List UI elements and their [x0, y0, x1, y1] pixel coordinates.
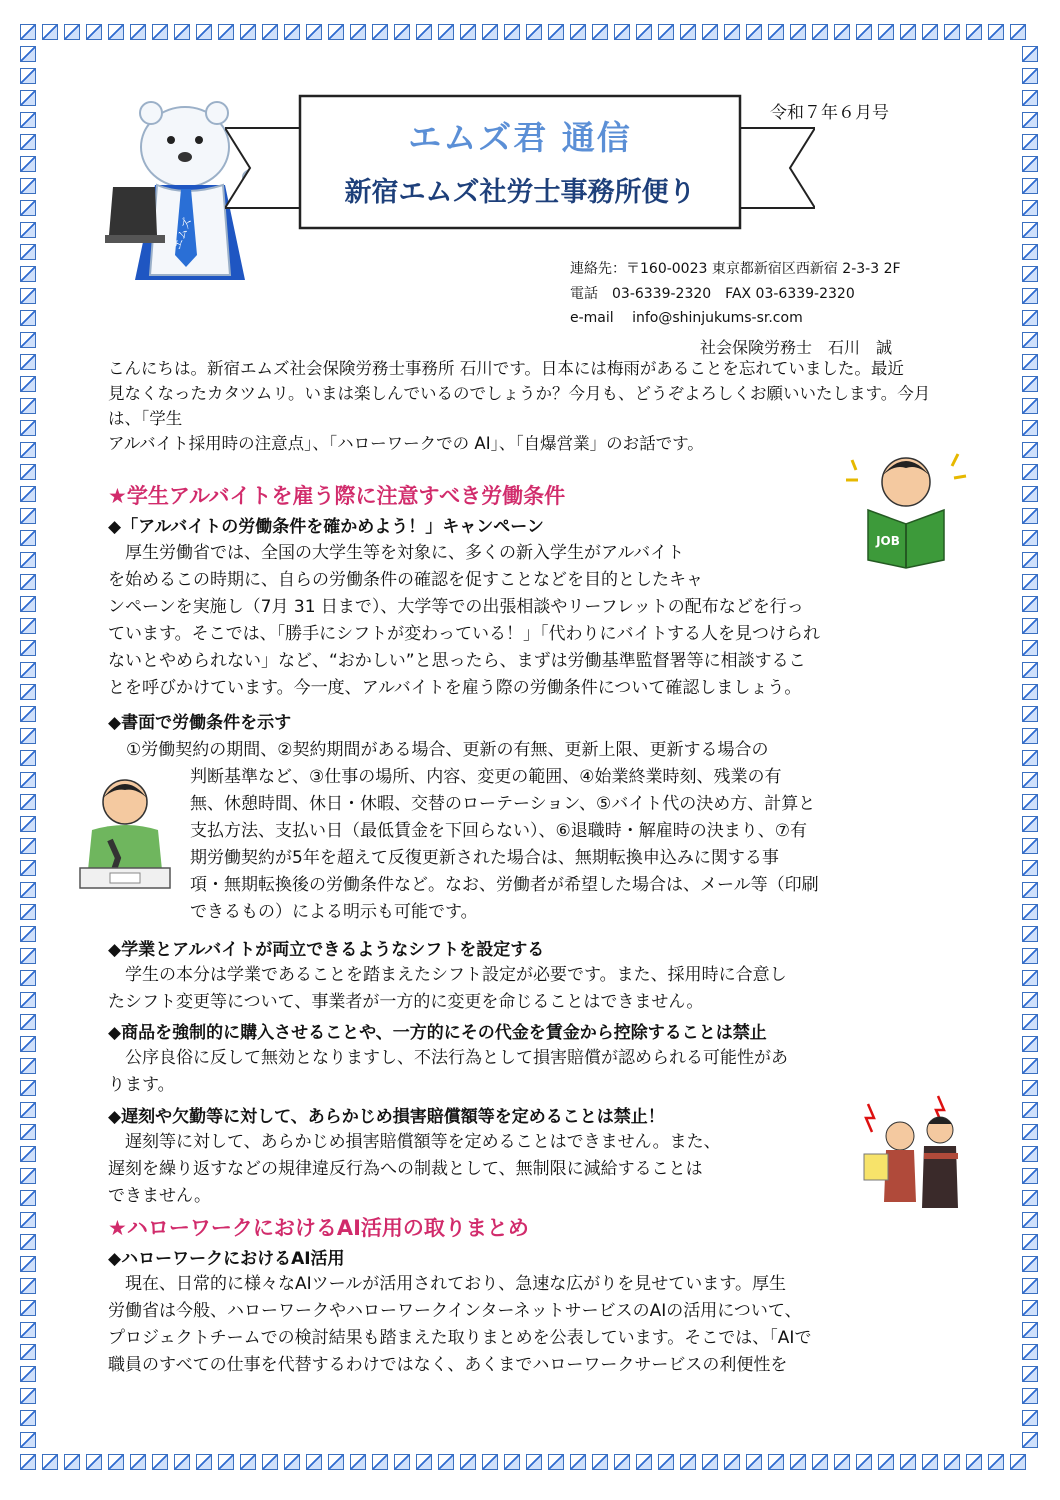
border-tile: [20, 904, 36, 920]
border-tile: [636, 24, 652, 40]
border-tile: [130, 1454, 146, 1470]
border-tile: [20, 310, 36, 326]
border-tile: [1022, 816, 1038, 832]
border-tile: [1022, 640, 1038, 656]
intro-paragraph: [108, 356, 938, 456]
border-tile: [196, 24, 212, 40]
border-tile: [482, 24, 498, 40]
border-tile: [1022, 552, 1038, 568]
border-tile: [20, 134, 36, 150]
author-signature: 社会保険労務士 石川 誠: [700, 338, 893, 357]
border-tile: [636, 1454, 652, 1470]
border-tile: [966, 1454, 982, 1470]
border-tile: [130, 24, 146, 40]
border-tile: [196, 1454, 212, 1470]
border-tile: [350, 1454, 366, 1470]
border-tile: [548, 1454, 564, 1470]
border-tile: [20, 442, 36, 458]
text-line: ①労働契約の期間、②契約期間がある場合、更新の有無、更新上限、更新する場合の: [126, 740, 769, 760]
border-tile: [20, 882, 36, 898]
border-tile: [1022, 486, 1038, 502]
text-line: 遅刻等に対して、あらかじめ損害賠償額等を定めることはできません。また、: [108, 1132, 721, 1152]
border-tile: [1022, 970, 1038, 986]
title-banner: [225, 88, 815, 238]
text-line: できるもの）による明示も可能です。: [190, 902, 478, 922]
border-tile: [812, 24, 828, 40]
border-tile: [944, 1454, 960, 1470]
border-tile: [20, 244, 36, 260]
page-border-left: [20, 46, 36, 1448]
border-tile: [592, 24, 608, 40]
border-tile: [218, 24, 234, 40]
border-tile: [570, 1454, 586, 1470]
text-line: 厚生労働省では、全国の大学生等を対象に、多くの新入学生がアルバイト: [108, 543, 685, 563]
text-line: 無、休憩時間、休日・休暇、交替のローテーション、⑤バイト代の決め方、計算と: [190, 794, 816, 814]
border-tile: [1022, 728, 1038, 744]
border-tile: [570, 24, 586, 40]
page-border-bottom: [20, 1454, 1026, 1470]
border-tile: [20, 530, 36, 546]
border-tile: [1022, 1234, 1038, 1250]
border-tile: [1022, 1168, 1038, 1184]
border-tile: [20, 706, 36, 722]
border-tile: [20, 90, 36, 106]
border-tile: [922, 1454, 938, 1470]
border-tile: [1022, 134, 1038, 150]
border-tile: [1022, 860, 1038, 876]
border-tile: [1022, 1102, 1038, 1118]
border-tile: [240, 1454, 256, 1470]
border-tile: [64, 1454, 80, 1470]
border-tile: [262, 1454, 278, 1470]
border-tile: [1022, 882, 1038, 898]
border-tile: [1022, 596, 1038, 612]
border-tile: [1022, 464, 1038, 480]
border-tile: [20, 1168, 36, 1184]
text-line: 期労働契約が5年を超えて反復更新された場合は、無期転換申込みに関する事: [190, 848, 779, 868]
border-tile: [1022, 530, 1038, 546]
border-tile: [1022, 706, 1038, 722]
border-tile: [966, 24, 982, 40]
border-tile: [1022, 1432, 1038, 1448]
text-line: ンペーンを実施し（7月 31 日まで）、大学等での出張相談やリーフレットの配布などを行っ: [108, 597, 804, 617]
text-line: ないとやめられない」など、“おかしい”と思ったら、まずは労働基準監督署等に相談するこ: [108, 651, 806, 671]
thinking-man-illustration: [70, 770, 180, 895]
border-tile: [108, 1454, 124, 1470]
border-tile: [922, 24, 938, 40]
border-tile: [20, 618, 36, 634]
border-tile: [20, 1388, 36, 1404]
text-line: できません。: [108, 1186, 212, 1206]
border-tile: [1022, 442, 1038, 458]
text-line: 職員のすべての仕事を代替するわけではなく、あくまでハローワークサービスの利便性を: [108, 1355, 788, 1375]
border-tile: [20, 816, 36, 832]
border-tile: [372, 24, 388, 40]
page-border-top: [20, 24, 1026, 40]
text-line: 判断基準など、③仕事の場所、内容、変更の範囲、④始業終業時刻、残業の有: [190, 767, 782, 787]
border-tile: [20, 750, 36, 766]
border-tile: [1022, 398, 1038, 414]
border-tile: [20, 1058, 36, 1074]
border-tile: [1022, 1366, 1038, 1382]
border-tile: [768, 1454, 784, 1470]
border-tile: [20, 640, 36, 656]
border-tile: [86, 1454, 102, 1470]
border-tile: [20, 178, 36, 194]
border-tile: [592, 1454, 608, 1470]
border-tile: [768, 24, 784, 40]
border-tile: [20, 772, 36, 788]
border-tile: [20, 1080, 36, 1096]
border-tile: [20, 1036, 36, 1052]
border-tile: [20, 552, 36, 568]
border-tile: [504, 1454, 520, 1470]
border-tile: [680, 1454, 696, 1470]
border-tile: [856, 1454, 872, 1470]
border-tile: [20, 948, 36, 964]
paragraph-campaign: [108, 540, 928, 702]
text-line: ています。そこでは、「勝手にシフトが変わっている！」「代わりにバイトする人を見つけられ: [108, 624, 820, 644]
border-tile: [152, 1454, 168, 1470]
border-tile: [416, 1454, 432, 1470]
text-line: プロジェクトチームでの検討結果も踏まえた取りまとめを公表しています。そこでは、「AIで: [108, 1328, 812, 1348]
border-tile: [460, 24, 476, 40]
border-tile: [1022, 1410, 1038, 1426]
border-tile: [746, 24, 762, 40]
border-tile: [328, 24, 344, 40]
border-tile: [20, 1322, 36, 1338]
border-tile: [1022, 222, 1038, 238]
border-tile: [1022, 156, 1038, 172]
border-tile: [20, 860, 36, 876]
border-tile: [20, 1014, 36, 1030]
border-tile: [1022, 420, 1038, 436]
border-tile: [20, 684, 36, 700]
border-tile: [394, 1454, 410, 1470]
border-tile: [42, 1454, 58, 1470]
text-line: 現在、日常的に様々なAIツールが活用されており、急速な広がりを見せています。厚生: [108, 1274, 786, 1294]
border-tile: [20, 838, 36, 854]
border-tile: [1022, 68, 1038, 84]
border-tile: [526, 24, 542, 40]
border-tile: [1022, 200, 1038, 216]
border-tile: [1022, 926, 1038, 942]
border-tile: [1022, 838, 1038, 854]
border-tile: [20, 1366, 36, 1382]
border-tile: [20, 1212, 36, 1228]
border-tile: [372, 1454, 388, 1470]
border-tile: [900, 24, 916, 40]
border-tile: [20, 332, 36, 348]
page-border-right: [1022, 46, 1038, 1448]
border-tile: [20, 728, 36, 744]
border-tile: [1022, 618, 1038, 634]
border-tile: [1022, 1014, 1038, 1030]
border-tile: [900, 1454, 916, 1470]
border-tile: [20, 24, 36, 40]
border-tile: [20, 574, 36, 590]
border-tile: [20, 200, 36, 216]
border-tile: [20, 1432, 36, 1448]
border-tile: [1022, 508, 1038, 524]
border-tile: [20, 1124, 36, 1140]
border-tile: [20, 1102, 36, 1118]
border-tile: [20, 508, 36, 524]
border-tile: [988, 24, 1004, 40]
paragraph-shift-setting: [108, 962, 938, 1016]
border-tile: [1022, 1212, 1038, 1228]
section-title-hellowork-ai: ★ハローワークにおけるAI活用の取りまとめ: [108, 1216, 529, 1240]
border-tile: [1022, 112, 1038, 128]
text-line: 支払方法、支払い日（最低賃金を下回らない）、⑥退職時・解雇時の決まり、⑦有: [190, 821, 807, 841]
border-tile: [790, 1454, 806, 1470]
border-tile: [944, 24, 960, 40]
border-tile: [20, 1256, 36, 1272]
intro-line: アルバイト採用時の注意点」、「ハローワークでの AI」、「自爆営業」のお話です。: [108, 434, 704, 453]
border-tile: [20, 1410, 36, 1426]
border-tile: [1022, 1344, 1038, 1360]
issue-date: 令和７年６月号: [770, 103, 889, 123]
border-tile: [218, 1454, 234, 1470]
border-tile: [306, 24, 322, 40]
border-tile: [1022, 662, 1038, 678]
border-tile: [1022, 794, 1038, 810]
border-tile: [724, 24, 740, 40]
border-tile: [1022, 310, 1038, 326]
border-tile: [20, 266, 36, 282]
border-tile: [680, 24, 696, 40]
border-tile: [20, 1454, 36, 1470]
border-tile: [1022, 46, 1038, 62]
border-tile: [1022, 90, 1038, 106]
border-tile: [878, 24, 894, 40]
mascot-tie-text: エムズ: [170, 216, 195, 252]
subheading-campaign: ◆「アルバイトの労働条件を確かめよう！」キャンペーン: [108, 517, 544, 537]
border-tile: [1022, 684, 1038, 700]
border-tile: [482, 1454, 498, 1470]
border-tile: [1022, 1388, 1038, 1404]
border-tile: [42, 24, 58, 40]
border-tile: [20, 46, 36, 62]
border-tile: [1022, 376, 1038, 392]
border-tile: [1022, 1080, 1038, 1096]
border-tile: [1022, 904, 1038, 920]
border-tile: [1022, 354, 1038, 370]
border-tile: [1022, 772, 1038, 788]
border-tile: [20, 222, 36, 238]
border-tile: [702, 24, 718, 40]
border-tile: [1010, 24, 1026, 40]
border-tile: [350, 24, 366, 40]
border-tile: [20, 376, 36, 392]
border-tile: [834, 1454, 850, 1470]
border-tile: [878, 1454, 894, 1470]
subheading-shift-setting: ◆学業とアルバイトが両立できるようなシフトを設定する: [108, 940, 545, 960]
border-tile: [1022, 1256, 1038, 1272]
border-tile: [856, 24, 872, 40]
border-tile: [1022, 1146, 1038, 1162]
newsletter-title: エムズ君 通信: [408, 118, 632, 157]
border-tile: [20, 662, 36, 678]
border-tile: [20, 794, 36, 810]
border-tile: [1022, 244, 1038, 260]
border-tile: [1010, 1454, 1026, 1470]
border-tile: [548, 24, 564, 40]
border-tile: [1022, 750, 1038, 766]
border-tile: [1022, 332, 1038, 348]
section-title-student-parttime: ★学生アルバイトを雇う際に注意すべき労働条件: [108, 484, 566, 508]
border-tile: [20, 926, 36, 942]
border-tile: [1022, 1124, 1038, 1140]
paragraph-written-conditions-first: [126, 737, 926, 764]
text-line: 遅刻を繰り返すなどの規律違反行為への制裁として、無制限に減給することは: [108, 1159, 703, 1179]
text-line: 項・無期転換後の労働条件など。なお、労働者が希望した場合は、メール等（印刷: [190, 875, 819, 895]
border-tile: [328, 1454, 344, 1470]
job-reader-illustration: [838, 440, 978, 570]
border-tile: [152, 24, 168, 40]
border-tile: [394, 24, 410, 40]
border-tile: [20, 1234, 36, 1250]
border-tile: [306, 1454, 322, 1470]
border-tile: [20, 68, 36, 84]
border-tile: [240, 24, 256, 40]
border-tile: [834, 24, 850, 40]
paragraph-damages: [108, 1129, 848, 1210]
paragraph-written-conditions-rest: [190, 764, 930, 926]
border-tile: [20, 486, 36, 502]
border-tile: [20, 1278, 36, 1294]
contact-email: e-mail info@shinjukums-sr.com: [570, 310, 803, 326]
contact-address: 連絡先：〒160-0023 東京都新宿区西新宿 2-3-3 2F: [570, 261, 901, 277]
border-tile: [284, 24, 300, 40]
border-tile: [812, 1454, 828, 1470]
border-tile: [20, 992, 36, 1008]
subheading-written-conditions: ◆書面で労働条件を示す: [108, 713, 292, 733]
border-tile: [1022, 574, 1038, 590]
paragraph-forced-purchase: [108, 1045, 938, 1099]
border-tile: [284, 1454, 300, 1470]
border-tile: [416, 24, 432, 40]
border-tile: [262, 24, 278, 40]
border-tile: [988, 1454, 1004, 1470]
border-tile: [20, 156, 36, 172]
border-tile: [1022, 1278, 1038, 1294]
border-tile: [20, 1146, 36, 1162]
border-tile: [20, 112, 36, 128]
border-tile: [1022, 1322, 1038, 1338]
text-line: ります。: [108, 1075, 175, 1095]
newsletter-subtitle: 新宿エムズ社労士事務所便り: [344, 177, 696, 208]
border-tile: [658, 24, 674, 40]
border-tile: [20, 354, 36, 370]
border-tile: [1022, 1300, 1038, 1316]
border-tile: [702, 1454, 718, 1470]
book-label: JOB: [876, 534, 900, 548]
border-tile: [1022, 266, 1038, 282]
border-tile: [438, 24, 454, 40]
border-tile: [1022, 948, 1038, 964]
text-line: 公序良俗に反して無効となりますし、不法行為として損害賠償が認められる可能性があ: [108, 1048, 788, 1068]
border-tile: [746, 1454, 762, 1470]
border-tile: [86, 24, 102, 40]
subheading-forced-purchase: ◆商品を強制的に購入させることや、一方的にその代金を賃金から控除することは禁止: [108, 1023, 767, 1043]
border-tile: [460, 1454, 476, 1470]
border-tile: [174, 24, 190, 40]
border-tile: [1022, 178, 1038, 194]
border-tile: [20, 1344, 36, 1360]
border-tile: [1022, 1036, 1038, 1052]
border-tile: [504, 24, 520, 40]
border-tile: [64, 24, 80, 40]
border-tile: [20, 1300, 36, 1316]
intro-line: こんにちは。新宿エムズ社会保険労務士事務所 石川です。日本には梅雨があることを忘れていました。最近: [108, 359, 904, 378]
border-tile: [1022, 1190, 1038, 1206]
text-line: を始めるこの時期に、自らの労働条件の確認を促すことなどを目的としたキャ: [108, 570, 703, 590]
border-tile: [20, 596, 36, 612]
border-tile: [20, 970, 36, 986]
border-tile: [614, 24, 630, 40]
border-tile: [1022, 1058, 1038, 1074]
border-tile: [614, 1454, 630, 1470]
angry-staff-illustration: [850, 1090, 970, 1215]
border-tile: [20, 398, 36, 414]
paragraph-hellowork-ai: [108, 1271, 938, 1379]
border-tile: [1022, 992, 1038, 1008]
border-tile: [438, 1454, 454, 1470]
text-line: たシフト変更等について、事業者が一方的に変更を命じることはできません。: [108, 992, 704, 1012]
border-tile: [108, 24, 124, 40]
text-line: 学生の本分は学業であることを踏まえたシフト設定が必要です。また、採用時に合意し: [108, 965, 787, 985]
subheading-hellowork-ai: ◆ハローワークにおけるAI活用: [108, 1249, 345, 1269]
border-tile: [790, 24, 806, 40]
subheading-damages: ◆遅刻や欠勤等に対して、あらかじめ損害賠償額等を定めることは禁止！: [108, 1107, 665, 1127]
border-tile: [1022, 288, 1038, 304]
text-line: とを呼びかけています。今一度、アルバイトを雇う際の労働条件について確認しましょう。: [108, 678, 802, 698]
contact-phone-fax: 電話 03-6339-2320 FAX 03-6339-2320: [570, 286, 855, 302]
border-tile: [724, 1454, 740, 1470]
border-tile: [526, 1454, 542, 1470]
border-tile: [20, 464, 36, 480]
border-tile: [658, 1454, 674, 1470]
border-tile: [20, 420, 36, 436]
border-tile: [174, 1454, 190, 1470]
text-line: 労働省は今般、ハローワークやハローワークインターネットサービスのAIの活用について、: [108, 1301, 802, 1321]
border-tile: [20, 288, 36, 304]
intro-line: 見なくなったカタツムリ。いまは楽しんでいるのでしょうか？今月も、どうぞよろしくお願いいたします。今月は、「学生: [108, 384, 931, 428]
border-tile: [20, 1190, 36, 1206]
